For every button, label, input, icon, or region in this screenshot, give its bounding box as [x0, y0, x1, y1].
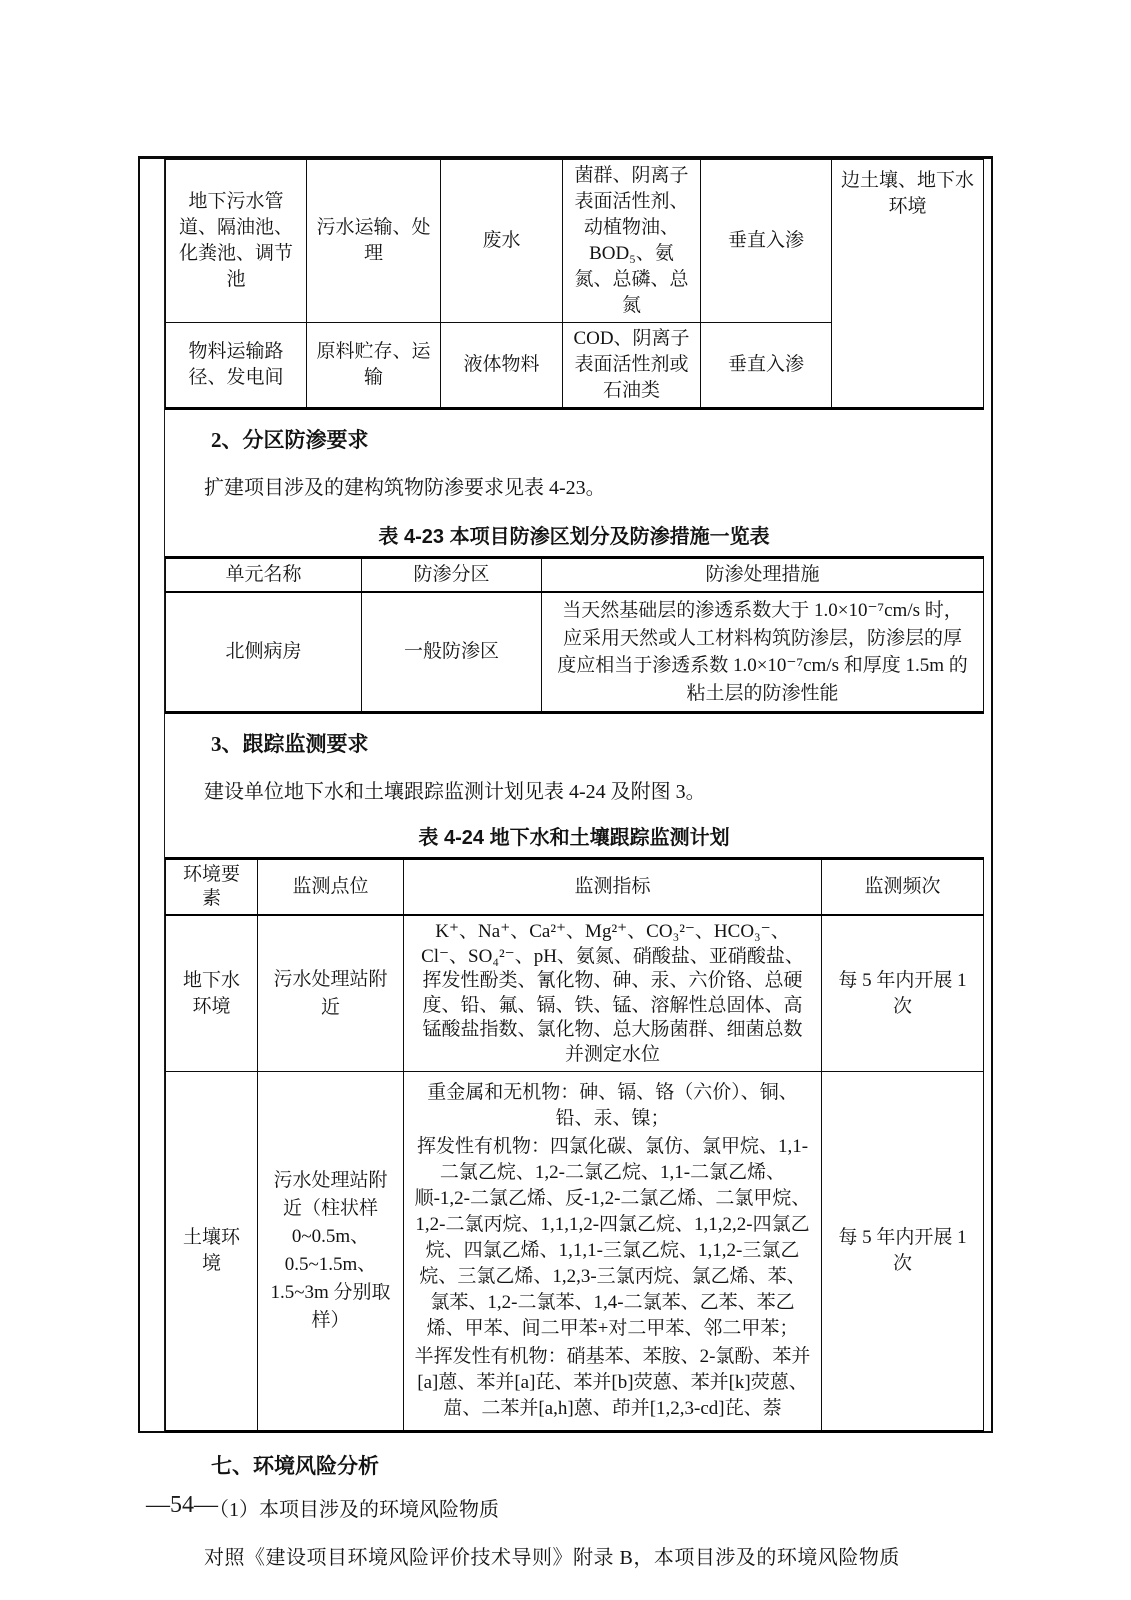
header-element: 环境要素 [166, 859, 258, 916]
measure-cell: 当天然基础层的渗透系数大于 1.0×10⁻⁷cm/s 时，应采用天然或人工材料构筑防渗层，防渗层的厚度应相当于渗透系数 1.0×10⁻⁷cm/s 和厚度 1.5m 的粘土层的防渗性能 [542, 592, 984, 713]
soil-row [166, 1072, 984, 1432]
process-cell: 污水运输、处理 [307, 160, 441, 323]
element-cell: 地下水环境 [166, 915, 258, 1072]
svoc-indicators: 半挥发性有机物：硝基苯、苯胺、2-氯酚、苯并[a]蒽、苯并[a]芘、苯并[b]荧蒽、苯并[k]荧蒽、䓛、二苯并[a,h]蒽、茚并[1,2,3-cd]芘、萘 [414, 1346, 811, 1419]
table-row [166, 160, 984, 323]
table-row [166, 592, 984, 713]
receptor-cell: 边土壤、地下水环境 [832, 160, 984, 409]
table-header-row [166, 558, 984, 593]
pathway-cell: 垂直入渗 [701, 160, 832, 323]
table-4-24-title: 表 4-24 地下水和土壤跟踪监测计划 [418, 827, 730, 849]
groundwater-row [166, 915, 984, 1072]
header-indicators: 监测指标 [404, 859, 822, 916]
heavy-metals-indicators: 重金属和无机物：砷、镉、铬（六价）、铜、铅、汞、镍； [427, 1082, 798, 1129]
process-cell: 原料贮存、运输 [307, 323, 441, 409]
section-7-paragraph: 对照《建设项目环境风险评价技术导则》附录 B，本项目涉及的环境风险物质 [204, 1547, 900, 1569]
point-cell: 污水处理站附近（柱状样 0~0.5m、0.5~1.5m、1.5~3m 分别取样） [258, 1072, 404, 1432]
section-3-heading: 3、跟踪监测要求 [211, 732, 369, 756]
frequency-cell: 每 5 年内开展 1 次 [822, 1072, 984, 1432]
frequency-cell: 每 5 年内开展 1 次 [822, 915, 984, 1072]
header-zone: 防渗分区 [362, 558, 542, 593]
table-4-24 [165, 857, 984, 1433]
section-7-item: （1）本项目涉及的环境风险物质 [209, 1499, 499, 1521]
header-frequency: 监测频次 [822, 859, 984, 916]
factors-cell: COD、阴离子表面活性剂或石油类 [563, 323, 701, 409]
header-unit: 单元名称 [166, 558, 362, 593]
section-2-paragraph: 扩建项目涉及的建构筑物防渗要求见表 4-23。 [204, 477, 606, 499]
table-header-row [166, 859, 984, 916]
section-3-paragraph: 建设单位地下水和土壤跟踪监测计划见表 4-24 及附图 3。 [204, 781, 706, 803]
section-2-heading: 2、分区防渗要求 [211, 428, 369, 452]
page-number: —54— [146, 1492, 218, 1518]
indicators-cell: K⁺、Na⁺、Ca²⁺、Mg²⁺、CO₃²⁻、HCO₃⁻、Cl⁻、SO₄²⁻、pH、氨氮、硝酸盐、亚硝酸盐、挥发性酚类、氰化物、砷、汞、六价铬、总硬度、铅、氟、镉、铁、锰、溶解性总固体、高锰酸盐指数、氯化物、总大肠菌群、细菌总数并测定水位 [404, 915, 822, 1072]
unit-cell: 物料运输路径、发电间 [166, 323, 307, 409]
element-cell: 土壤环境 [166, 1072, 258, 1432]
header-point: 监测点位 [258, 859, 404, 916]
factors-cell: 菌群、阴离子表面活性剂、动植物油、BOD₅、氨氮、总磷、总氮 [563, 160, 701, 323]
medium-cell: 液体物料 [441, 323, 563, 409]
voc-indicators: 挥发性有机物：四氯化碳、氯仿、氯甲烷、1,1-二氯乙烷、1,2-二氯乙烷、1,1-二氯乙烯、顺-1,2-二氯乙烯、反-1,2-二氯乙烯、二氯甲烷、1,2-二氯丙烷、1,1,1,2-四氯乙烷、1,1,2,2-四氯乙烷、四氯乙烯、1,1,1-三氯乙烷、1,1,2-三氯乙烷、三氯乙烯、1,2,3-三氯丙烷、氯乙烯、苯、氯苯、1,2-二氯苯、1,4-二氯苯、乙苯、苯乙烯、甲苯、间二甲苯+对二甲苯、邻二甲苯； [414, 1136, 811, 1339]
pathway-cell: 垂直入渗 [701, 323, 832, 409]
unit-cell: 北侧病房 [166, 592, 362, 713]
zone-cell: 一般防渗区 [362, 592, 542, 713]
medium-cell: 废水 [441, 160, 563, 323]
seepage-continuation-table [165, 159, 984, 410]
table-4-23-title: 表 4-23 本项目防渗区划分及防渗措施一览表 [378, 526, 770, 548]
header-measure: 防渗处理措施 [542, 558, 984, 593]
section-7-heading: 七、环境风险分析 [211, 1454, 379, 1478]
indicators-cell [404, 1072, 822, 1432]
unit-cell: 地下污水管道、隔油池、化粪池、调节池 [166, 160, 307, 323]
table-4-23 [165, 556, 984, 714]
point-cell: 污水处理站附近 [258, 915, 404, 1072]
